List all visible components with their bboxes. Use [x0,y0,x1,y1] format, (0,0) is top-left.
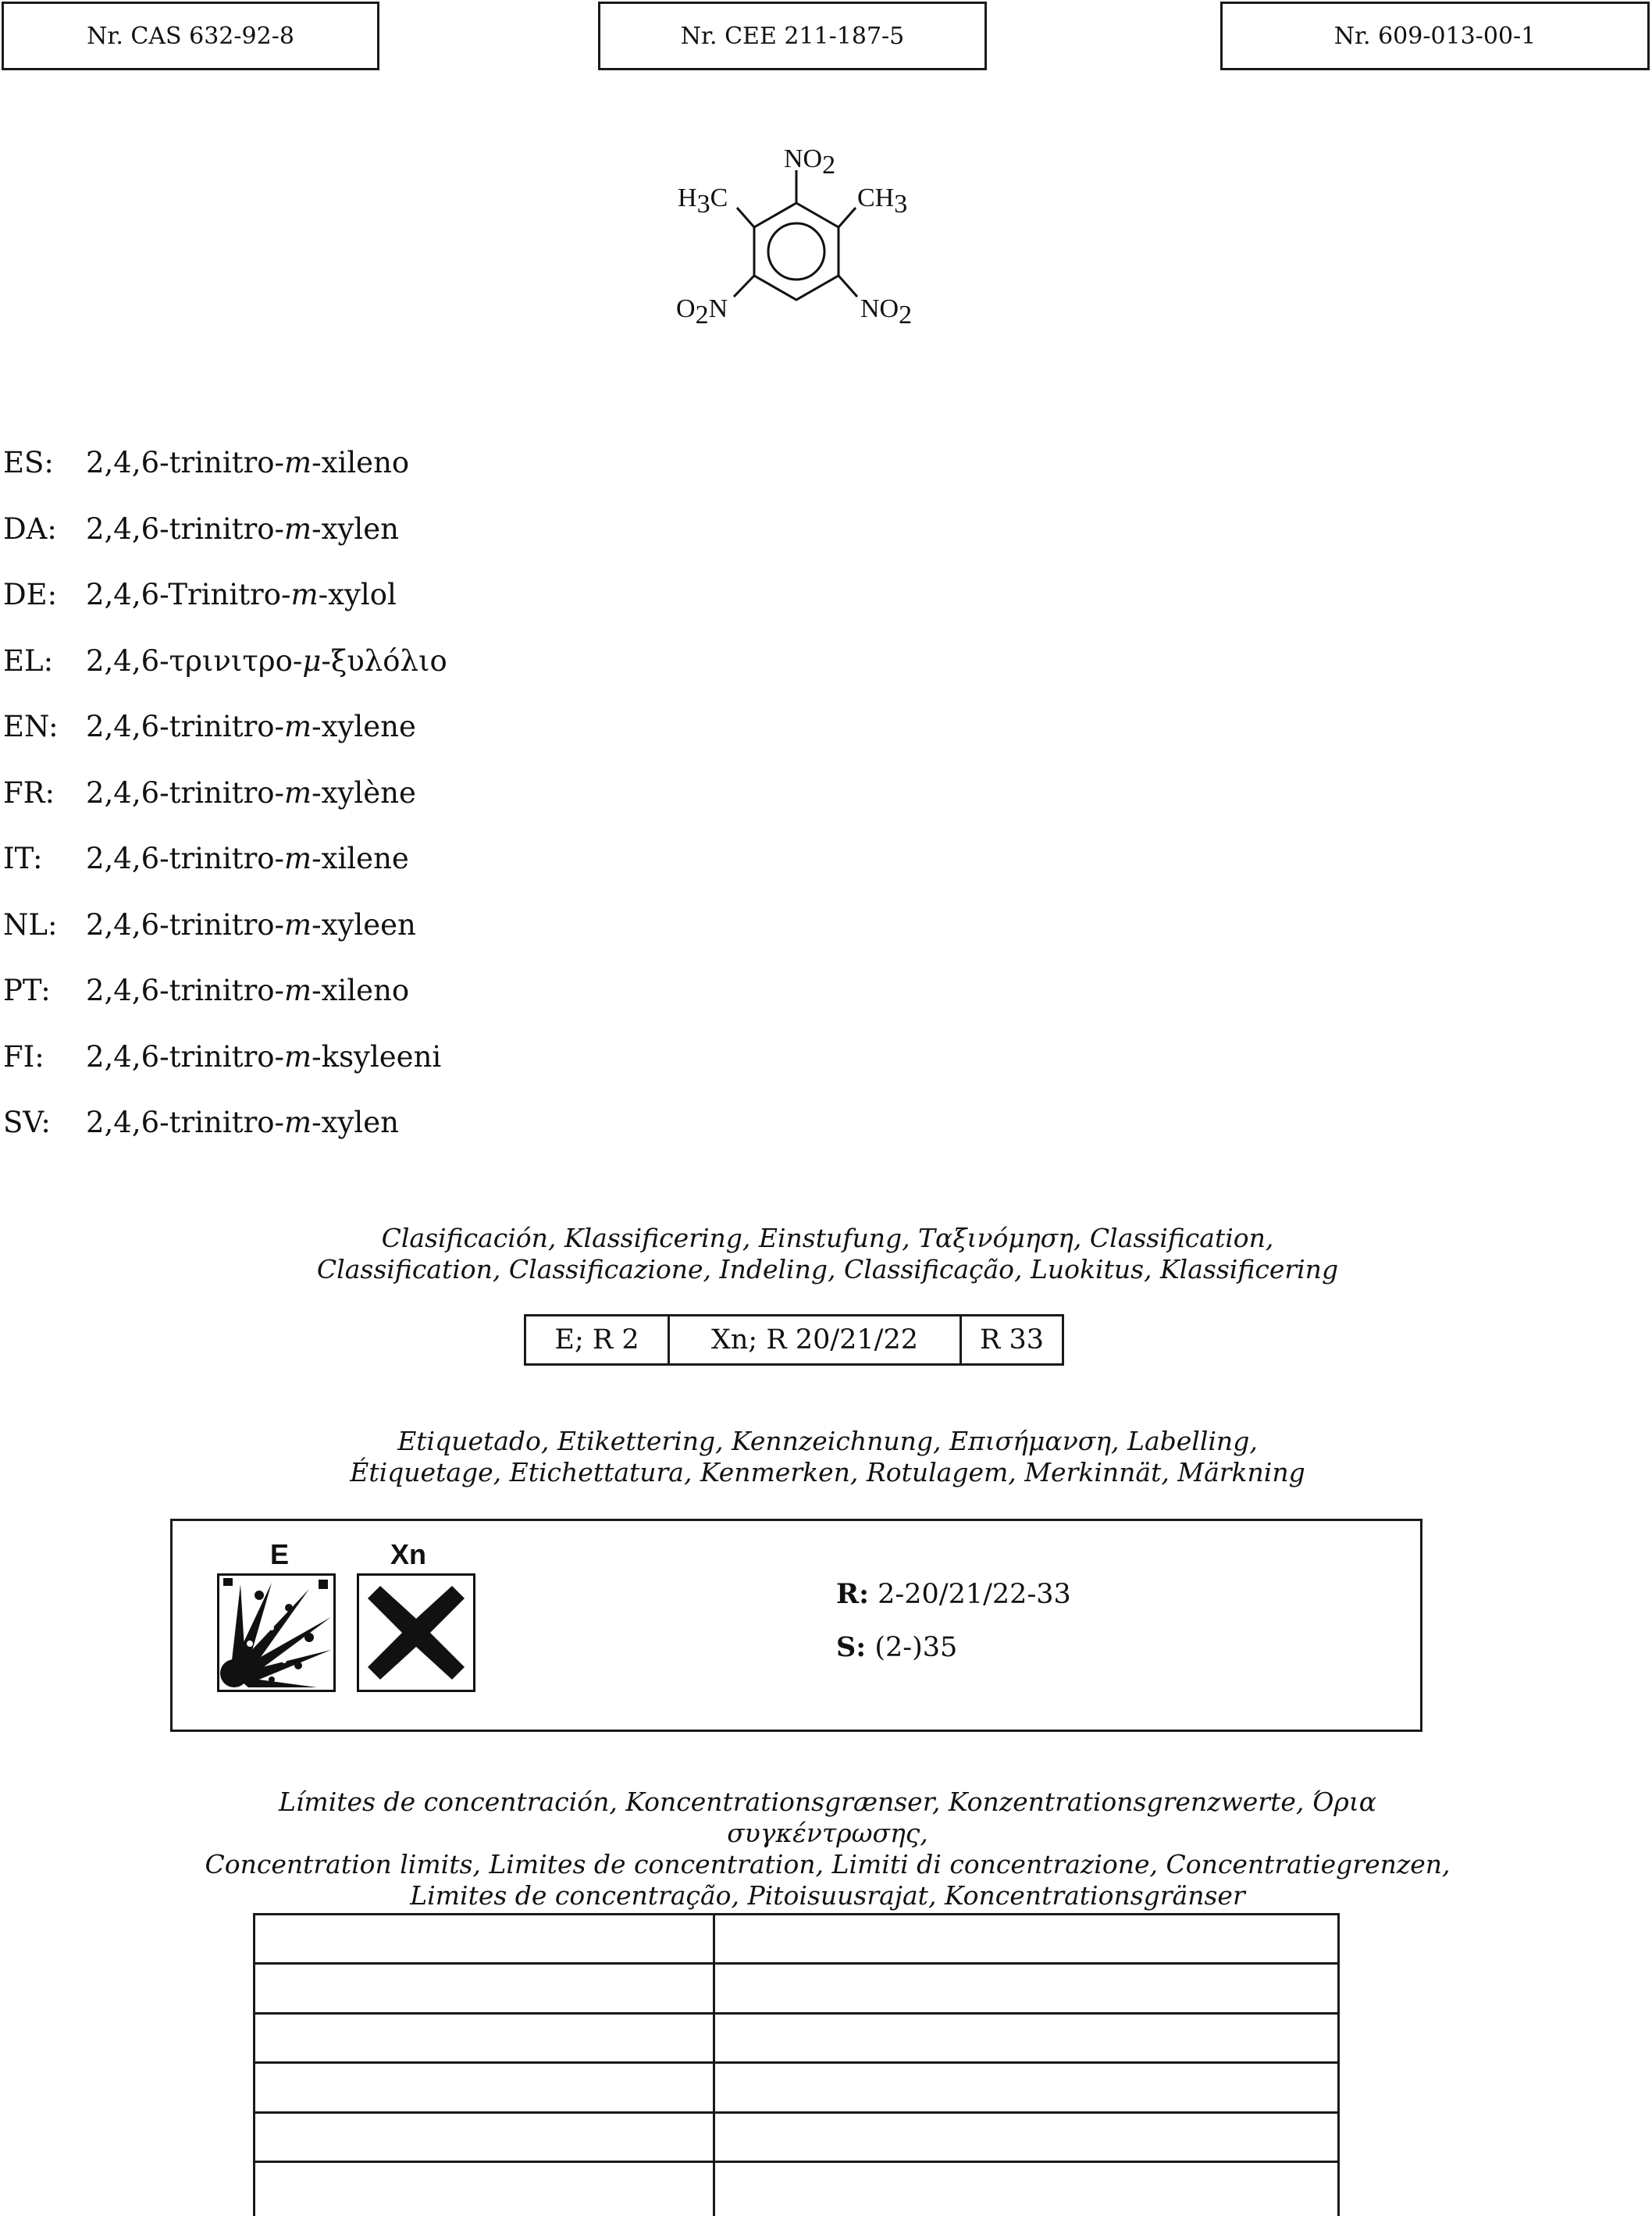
name-prefix: 2,4,6-Trinitro- [86,578,291,611]
classification-cell: R 33 [979,1324,1044,1356]
name-suffix: -xileno [312,446,410,479]
labelling-heading [297,1426,1358,1488]
name-suffix: -xylen [312,1106,399,1139]
chemical-name [86,575,397,615]
cas-number: Nr. CAS 632-92-8 [87,22,294,50]
language-code: PT: [3,974,51,1007]
classification-heading-line1: Clasificación, Klassificering, Einstufung, Ταξινόμηση, Classification, [381,1223,1274,1253]
symbol-letter-e: E [269,1538,289,1570]
upper-left-group: H3C [678,183,728,219]
benzene-ring [754,203,838,300]
structural-formula [656,133,937,344]
safety-label: S: [836,1631,867,1663]
language-code: FI: [3,1039,45,1074]
language-code: ES: [3,446,54,479]
name-suffix: -xylen [312,511,399,546]
classification-heading [297,1223,1358,1285]
risk-label: R: [836,1578,870,1610]
language-code: SV: [3,1106,51,1139]
upper-right-group: CH3 [857,183,908,219]
bond-lower-right [838,276,857,297]
safety-phrases [836,1631,957,1663]
row-divider [255,2111,1337,2114]
name-suffix: -ksyleeni [312,1039,442,1074]
name-locant: m [290,578,319,611]
name-prefix: 2,4,6-trinitro- [86,511,285,546]
name-prefix: 2,4,6-trinitro- [86,446,285,479]
risk-value: 2-20/21/22-33 [878,1579,1071,1610]
classification-cell: E; R 2 [526,1316,670,1363]
cee-number: Nr. CEE 211-187-5 [680,22,905,50]
name-prefix: 2,4,6-τρινιτρο- [86,643,303,678]
language-code: FR: [3,775,55,810]
language-code: DA: [3,511,57,546]
aromatic-circle [768,223,824,280]
language-code: DE: [3,578,58,611]
chemical-name [86,1103,399,1142]
language-code: NL: [3,907,58,942]
name-locant: m [284,907,312,942]
concentration-heading-line2: Concentration limits, Limites de concentration, Limiti di concentrazione, Concentratiegrenzen, [205,1849,1451,1879]
name-suffix: -xilene [312,842,409,875]
row-divider [255,1962,1337,1965]
labelling-heading-line2: Étiquetage, Etichettatura, Kenmerken, Rotulagem, Merkinnät, Märkning [350,1457,1305,1487]
annex-number-box [1220,2,1650,70]
name-suffix: -ξυλόλιο [321,643,447,678]
name-prefix: 2,4,6-trinitro- [86,842,285,875]
name-locant: m [284,775,312,810]
name-prefix: 2,4,6-trinitro- [86,775,285,810]
name-suffix: -xyleen [312,907,416,942]
language-code: EL: [3,643,54,678]
bond-upper-right [838,208,856,227]
annex-number: Nr. 609-013-00-1 [1333,22,1536,50]
name-locant: m [284,1039,312,1074]
name-locant: m [284,974,312,1007]
chemical-name [86,1038,441,1077]
chemical-name [86,906,416,945]
concentration-heading [195,1787,1460,1911]
row-divider [255,2012,1337,2015]
bond-upper-left [737,208,754,227]
classification-heading-line2: Classification, Classificazione, Indeling, Classificação, Luokitus, Klassificering [316,1254,1339,1284]
harmful-cross-icon [357,1573,475,1692]
chemical-name [86,839,409,878]
name-prefix: 2,4,6-trinitro- [86,974,285,1007]
name-locant: m [284,446,312,479]
name-prefix: 2,4,6-trinitro- [86,1106,285,1139]
chemical-name [86,444,409,483]
row-divider [255,2161,1337,2163]
chemical-name [86,971,409,1010]
bond-lower-left [734,276,754,297]
concentration-table [253,1913,1340,2216]
concentration-heading-line3: Limites de concentração, Pitoisuusrajat, Koncentrationsgränser [410,1880,1245,1911]
name-locant: m [284,1106,312,1139]
name-prefix: 2,4,6-trinitro- [86,1039,285,1074]
symbol-letter-xn: Xn [390,1538,426,1570]
name-locant: m [284,842,312,875]
concentration-heading-line1: Límites de concentración, Koncentrationsgrænser, Konzentrationsgrenzwerte, Όρια συγκέντρωσης, [278,1787,1377,1848]
chemical-name [86,774,416,813]
classification-cell: Xn; R 20/21/22 [670,1316,962,1363]
cas-number-box [2,2,379,70]
explosive-icon [217,1573,336,1692]
cee-number-box [598,2,987,70]
name-locant: m [284,710,312,743]
chemical-name [86,510,399,549]
language-code: EN: [3,710,59,743]
labelling-box [170,1519,1422,1732]
name-locant: m [284,511,312,546]
name-suffix: -xylene [312,710,416,743]
name-suffix: -xylène [312,775,416,810]
name-prefix: 2,4,6-trinitro- [86,907,285,942]
lower-left-group: O2N [676,294,728,330]
lower-right-group: NO2 [860,294,913,330]
column-divider [713,1915,715,2216]
safety-value: (2-)35 [874,1632,958,1663]
name-suffix: -xileno [312,974,410,1007]
risk-phrases [836,1578,1071,1610]
name-prefix: 2,4,6-trinitro- [86,710,285,743]
name-suffix: -xylol [318,578,397,611]
row-divider [255,2061,1337,2064]
top-group: NO2 [784,144,836,180]
labelling-heading-line1: Etiquetado, Etikettering, Kennzeichnung, Επισήμανση, Labelling, [397,1426,1258,1456]
chemical-name [86,642,447,681]
name-locant: μ [302,643,322,678]
language-code: IT: [3,842,43,875]
chemical-name [86,707,416,746]
classification-table [524,1314,1064,1366]
